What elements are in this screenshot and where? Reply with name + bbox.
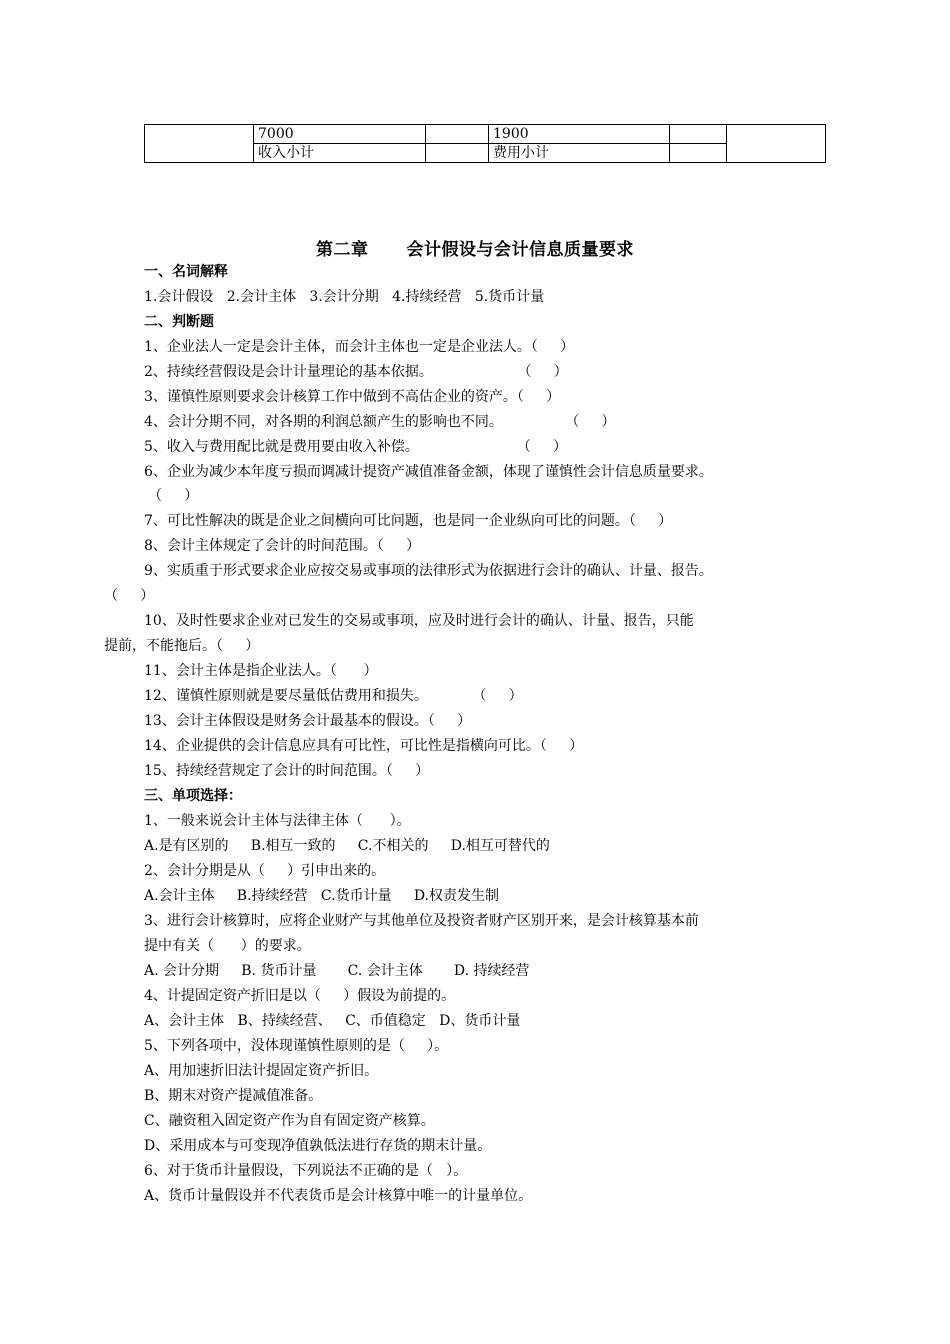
list-item: 3、进行会计核算时，应将企业财产与其他单位及投资者财产区别开来，是会计核算基本前 — [144, 913, 699, 929]
table-cell — [727, 125, 826, 163]
list-item: A、用加速折旧法计提固定资产折旧。 — [144, 1063, 379, 1079]
list-item: 6、对于货币计量假设，下列说法不正确的是（ ）。 — [144, 1163, 468, 1179]
list-item: 7、可比性解决的既是企业之间横向可比问题，也是同一企业纵向可比的问题。（ ） — [144, 513, 673, 529]
table-row — [145, 125, 826, 144]
section-heading: 二、判断题 — [144, 314, 214, 330]
list-item: B、期末对资产提减值准备。 — [144, 1088, 323, 1104]
list-item-continuation: 提前，不能拖后。（ ） — [104, 638, 260, 654]
list-item: 6、企业为减少本年度亏损而调减计提资产减值准备金额，体现了谨慎性会计信息质量要求。 — [144, 464, 713, 480]
list-item-continuation: （ ） — [148, 488, 199, 504]
list-item: D、采用成本与可变现净值孰低法进行存货的期末计量。 — [144, 1138, 492, 1154]
list-item: C、融资租入固定资产作为自有固定资产核算。 — [144, 1113, 435, 1129]
list-item-continuation: 提中有关（ ）的要求。 — [144, 938, 311, 954]
list-item: 1、一般来说会计主体与法律主体（ ）。 — [144, 813, 411, 829]
list-item: 2、会计分期是从（ ）引申出来的。 — [144, 863, 386, 879]
section-heading: 三、单项选择： — [144, 788, 242, 804]
list-item: A、货币计量假设并不代表货币是会计核算中唯一的计量单位。 — [144, 1188, 533, 1204]
table-cell — [670, 144, 727, 163]
list-item: 8、会计主体规定了会计的时间范围。（ ） — [144, 538, 421, 554]
list-item: A.会计主体 B.持续经营 C.货币计量 D.权责发生制 — [144, 888, 499, 904]
list-item: 11、会计主体是指企业法人。（ ） — [144, 663, 378, 679]
list-item: A. 会计分期 B. 货币计量 C. 会计主体 D. 持续经营 — [144, 963, 530, 979]
table-cell — [426, 125, 489, 144]
table-cell — [670, 125, 727, 144]
list-item: A.是有区别的 B.相互一致的 C.不相关的 D.相互可替代的 — [144, 838, 550, 854]
table-cell — [426, 144, 489, 163]
list-item: 2、持续经营假设是会计计量理论的基本依据。 （ ） — [144, 364, 568, 380]
list-item: 15、持续经营规定了会计的时间范围。（ ） — [144, 763, 430, 779]
list-item: A、会计主体 B、持续经营、 C、币值稳定 D、货币计量 — [144, 1013, 521, 1029]
chapter-number: 第二章 — [316, 240, 369, 260]
list-item: 9、实质重于形式要求企业应按交易或事项的法律形式为依据进行会计的确认、计量、报告。 — [144, 563, 713, 579]
table-cell: 1900 — [489, 125, 670, 144]
list-item: 10、及时性要求企业对已发生的交易或事项，应及时进行会计的确认、计量、报告，只能 — [144, 613, 694, 629]
table-cell: 收入小计 — [254, 144, 426, 163]
list-item: 4、会计分期不同，对各期的利润总额产生的影响也不同。 （ ） — [144, 414, 616, 430]
chapter-title — [0, 235, 950, 260]
table-cell: 7000 — [254, 125, 426, 144]
table-cell — [145, 125, 254, 163]
list-item: 4、计提固定资产折旧是以（ ）假设为前提的。 — [144, 988, 456, 1004]
list-item: 5、下列各项中，没体现谨慎性原则的是（ ）。 — [144, 1038, 449, 1054]
terms-list: 1.会计假设 2.会计主体 3.会计分期 4.持续经营 5.货币计量 — [144, 289, 545, 305]
section-heading: 一、名词解释 — [144, 264, 228, 280]
list-item-continuation: （ ） — [104, 588, 155, 604]
income-expense-table — [144, 124, 826, 163]
list-item: 12、谨慎性原则就是要尽量低估费用和损失。 （ ） — [144, 688, 523, 704]
list-item: 3、谨慎性原则要求会计核算工作中做到不高估企业的资产。（ ） — [144, 389, 561, 405]
list-item: 1、企业法人一定是会计主体，而会计主体也一定是企业法人。（ ） — [144, 339, 575, 355]
table-cell: 费用小计 — [489, 144, 670, 163]
list-item: 5、收入与费用配比就是费用要由收入补偿。 （ ） — [144, 439, 568, 455]
list-item: 13、会计主体假设是财务会计最基本的假设。（ ） — [144, 713, 472, 729]
chapter-name: 会计假设与会计信息质量要求 — [406, 240, 634, 260]
list-item: 14、企业提供的会计信息应具有可比性，可比性是指横向可比。（ ） — [144, 738, 584, 754]
